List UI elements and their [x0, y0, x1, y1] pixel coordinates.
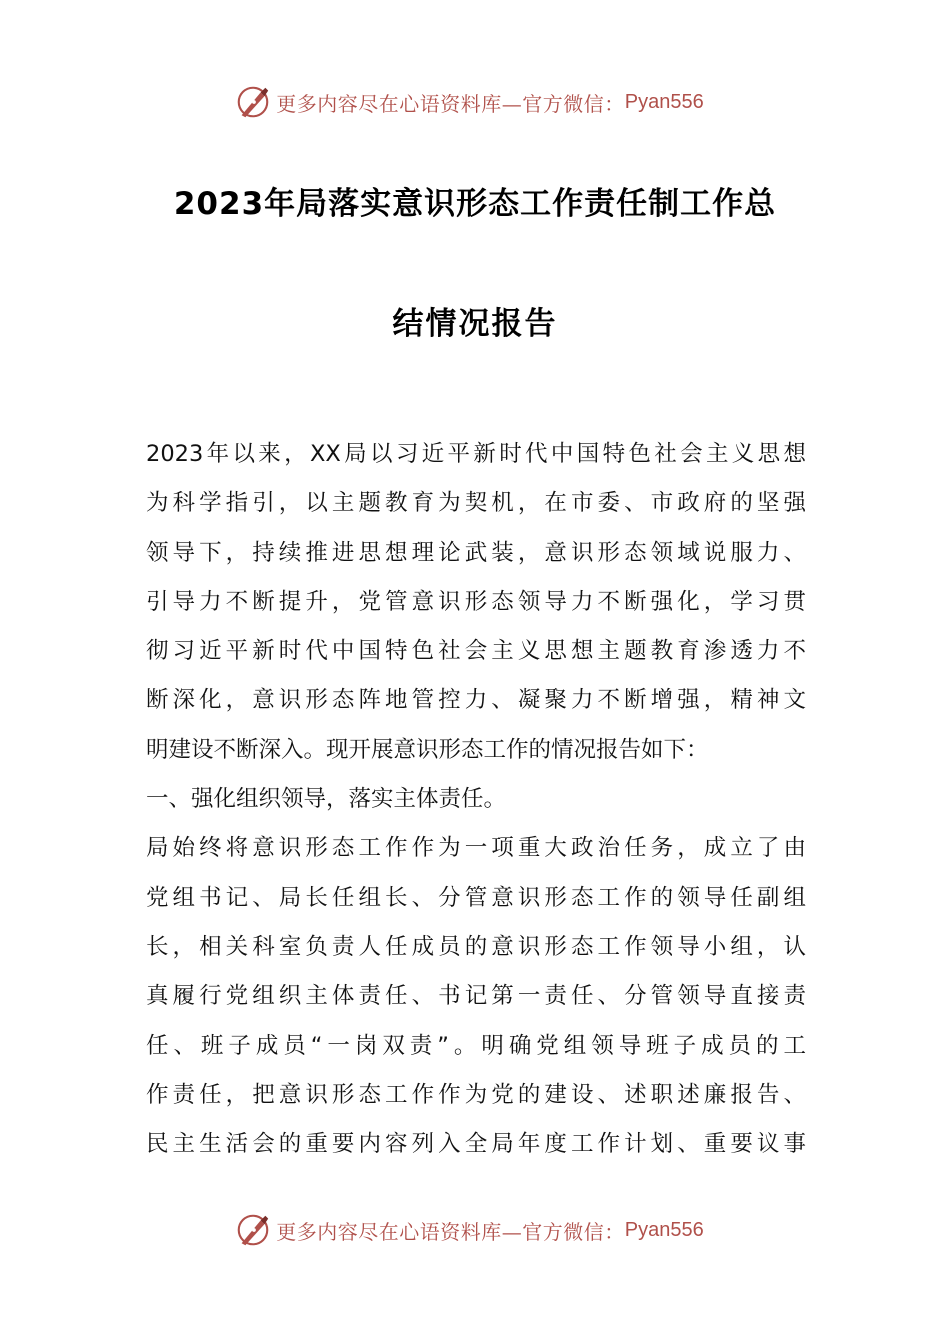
- document-title-line-2: 结情况报告: [392, 306, 558, 342]
- body-line: 作责任，把意识形态工作作为党的建设、述职述廉报告、: [146, 1081, 806, 1108]
- body-line: 党组书记、局长任组长、分管意识形态工作的领导任副组: [146, 884, 806, 911]
- watermark-wechat-id: Pyan556: [624, 1218, 704, 1241]
- watermark-text: 更多内容尽在心语资料库—官方微信：: [276, 91, 625, 116]
- document-body: [146, 430, 806, 1169]
- body-line: 领导下，持续推进思想理论武装，意识形态领域说服力、: [146, 539, 806, 566]
- body-line: 引导力不断提升，党管意识形态领导力不断强化，学习贯: [146, 588, 806, 615]
- pen-nib-circle-icon: [234, 1211, 272, 1249]
- watermark-wechat-id: Pyan556: [624, 90, 704, 113]
- body-line: 断深化，意识形态阵地管控力、凝聚力不断增强，精神文: [146, 687, 806, 714]
- body-line: 彻习近平新时代中国特色社会主义思想主题教育渗透力不: [146, 638, 806, 665]
- section-heading: 一、强化组织领导，落实主体责任。: [146, 786, 507, 813]
- footer-watermark: [0, 1210, 950, 1250]
- body-line: 长，相关科室负责人任成员的意识形态工作领导小组，认: [146, 933, 806, 960]
- body-line: 局始终将意识形态工作作为一项重大政治任务，成立了由: [146, 835, 806, 862]
- watermark-text: 更多内容尽在心语资料库—官方微信：: [276, 1219, 625, 1244]
- body-line: 真履行党组织主体责任、书记第一责任、分管领导直接责: [146, 983, 806, 1010]
- body-line: 明建设不断深入。现开展意识形态工作的情况报告如下：: [146, 736, 709, 763]
- body-line: 民主生活会的重要内容列入全局年度工作计划、重要议事: [146, 1131, 806, 1158]
- body-line: 2023年以来，XX局以习近平新时代中国特色社会主义思想: [146, 441, 806, 467]
- document-title-line-1: 2023年局落实意识形态工作责任制工作总: [173, 186, 777, 222]
- body-line: 任、班子成员“一岗双责”。明确党组领导班子成员的工: [146, 1032, 806, 1059]
- body-line: 为科学指引，以主题教育为契机，在市委、市政府的坚强: [146, 490, 806, 517]
- header-watermark: [0, 82, 950, 122]
- pen-nib-circle-icon: [234, 83, 272, 121]
